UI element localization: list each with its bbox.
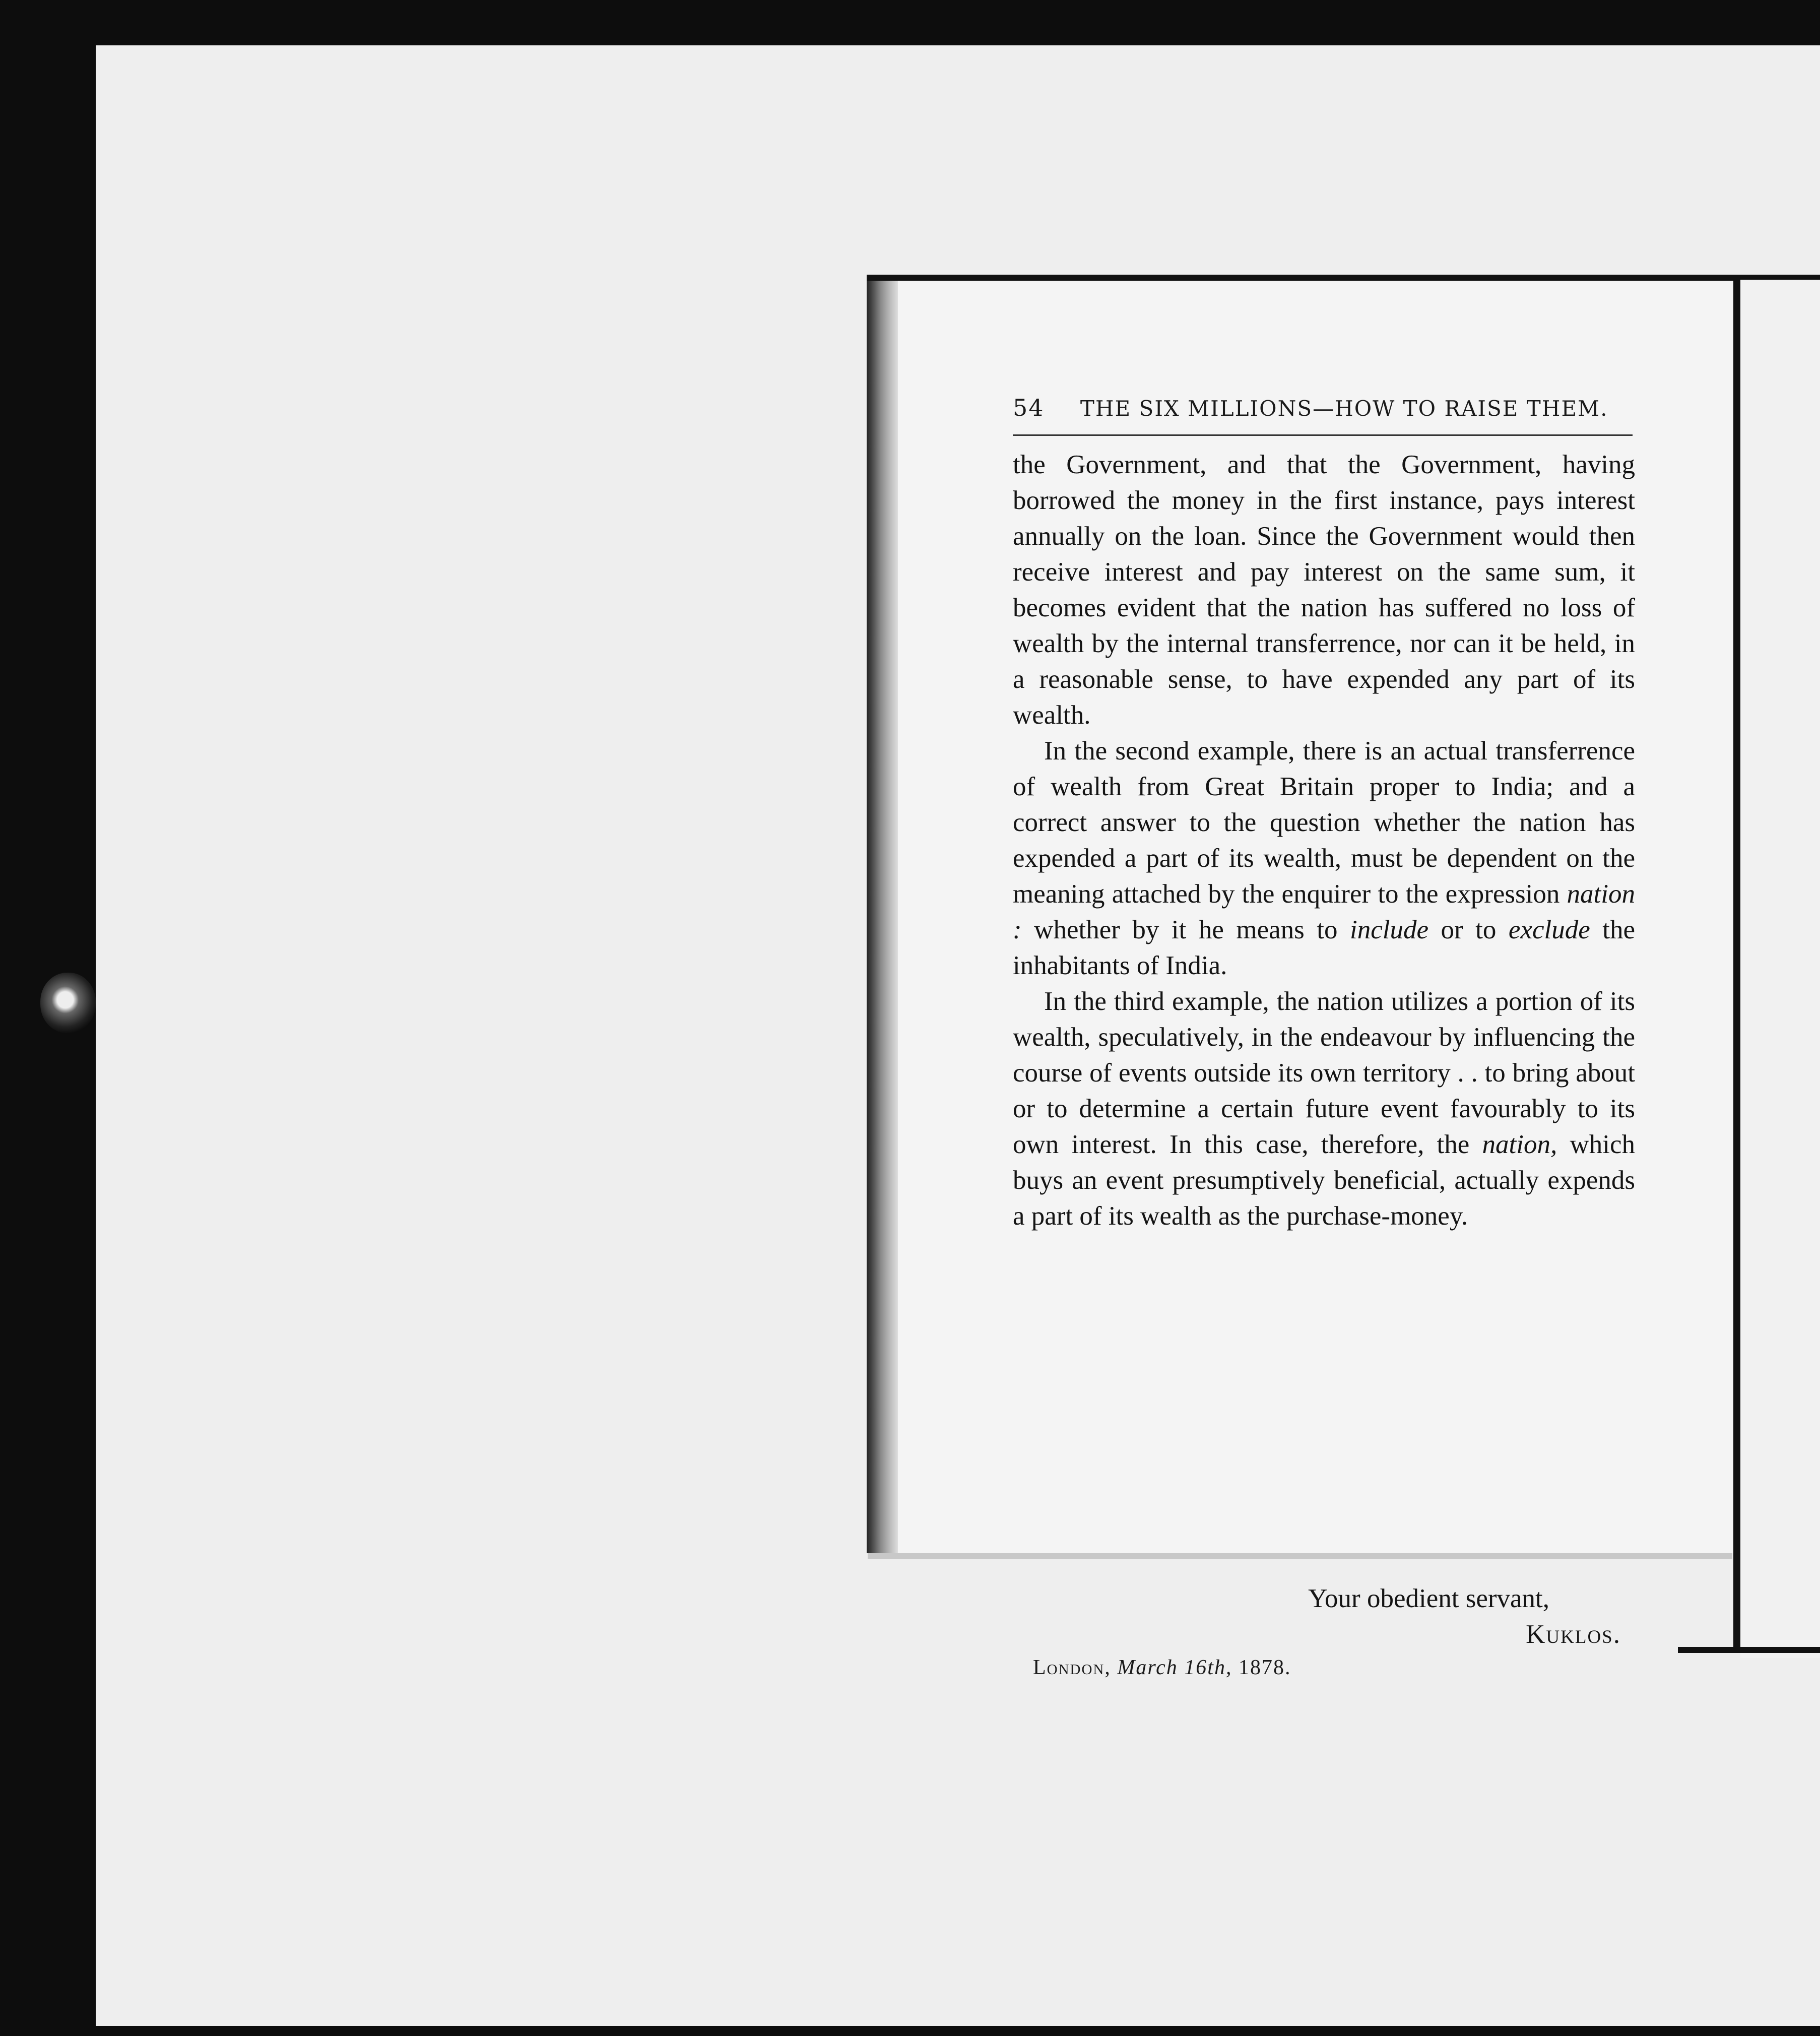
binding-gutter	[867, 281, 898, 1553]
dateline	[1033, 1656, 1291, 1680]
body-text	[1013, 447, 1635, 1234]
paragraph-2-text: whether by it he means to	[1021, 915, 1350, 944]
page-bottom-border	[1678, 1647, 1820, 1653]
paragraph-3-text: which buys an event presumptively beneficial, actually expends a part of its wealth as the purchase-money.	[1013, 1130, 1635, 1231]
running-head-title: THE SIX MILLIONS—HOW TO RAISE THEM.	[1080, 396, 1608, 421]
signature: Kuklos.	[1526, 1620, 1621, 1649]
emphasis-exclude: exclude	[1508, 915, 1590, 944]
emphasis-include: include	[1350, 915, 1429, 944]
paragraph-2-text: the inhabitants of India.	[1013, 915, 1636, 980]
letter-signoff	[1013, 1581, 1635, 1652]
dateline-place: London,	[1033, 1656, 1111, 1679]
dateline-year: 1878.	[1238, 1656, 1291, 1679]
emphasis-nation: nation :	[1013, 879, 1635, 944]
emphasis-nation: nation,	[1482, 1130, 1557, 1159]
paragraph-2	[1013, 733, 1635, 984]
page-number: 54	[1013, 394, 1045, 421]
paragraph-3	[1013, 984, 1635, 1234]
paragraph-1: the Government, and that the Government, having borrowed the money in the first instance, pays interest annually on the loan. Since the Government would then receive interest and pay interest on the same sum, it becomes evident that the nation has suffered no loss of wealth by the internal transferrence, nor can it be held, in a reasonable sense, to have expended any part of its wealth.	[1013, 450, 1635, 730]
running-head	[1013, 394, 1638, 421]
head-rule	[1013, 434, 1633, 436]
paragraph-2-text: or to	[1428, 915, 1509, 944]
next-page-edge	[1740, 275, 1820, 1658]
dateline-date: March 16th,	[1117, 1656, 1232, 1679]
closing-line: Your obedient servant,	[1308, 1584, 1549, 1613]
book-page	[867, 275, 1733, 1679]
page-border	[1733, 275, 1740, 1653]
paragraph-2-text: In the second example, there is an actual transferrence of wealth from Great Britain proper to India; and a correct answer to the question whether the nation has expended a part of its wealth, must be dependent on the meaning attached by the enquirer to the expression	[1013, 736, 1635, 909]
scan-blemish	[40, 973, 96, 1033]
paragraph-3-text: In the third example, the nation utilizes a portion of its wealth, speculatively, in the endeavour by influencing the course of events outside its own territory . . to bring about or to determine a certain future event favourably to its own interest. In this case, therefore, the	[1013, 987, 1635, 1159]
